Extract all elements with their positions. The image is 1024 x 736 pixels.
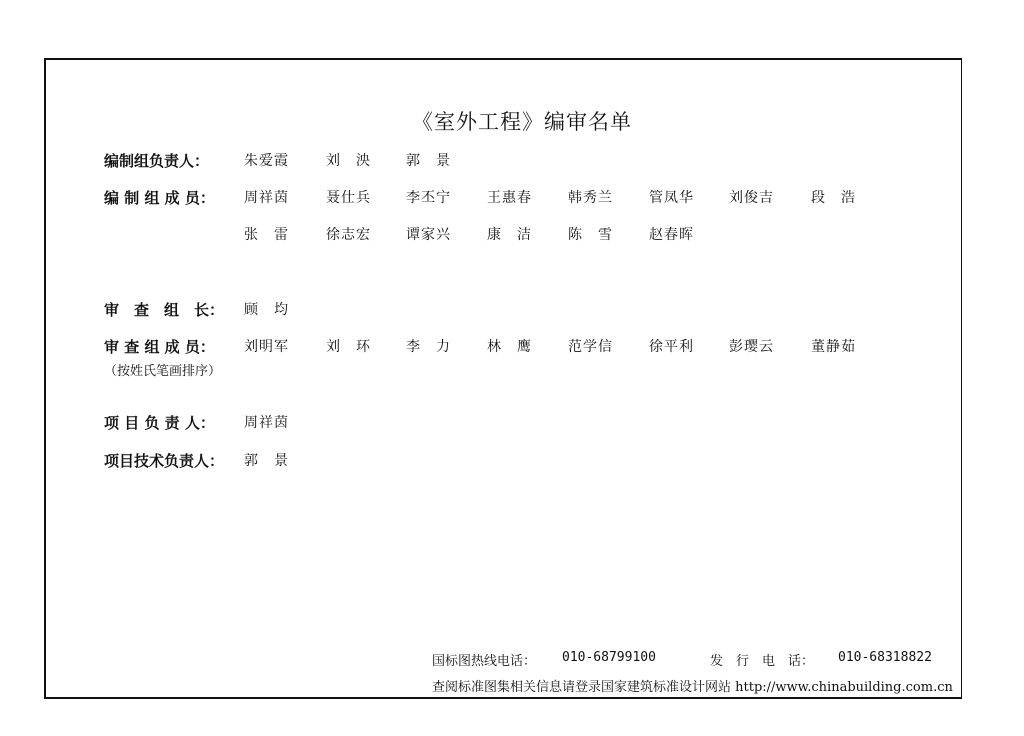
compile-member-name: 刘俊吉 — [729, 190, 774, 206]
compile-member-name: 陈 雪 — [568, 227, 613, 243]
compile-member-name: 徐志宏 — [326, 227, 371, 243]
review-head-label: 审 查 组 长： — [104, 301, 225, 319]
compile-member-name: 张 雷 — [244, 227, 289, 243]
compile-member-name: 赵春晖 — [649, 227, 694, 243]
tech-lead-label: 项目技术负责人： — [104, 452, 225, 470]
review-member-name: 刘 环 — [326, 339, 371, 355]
project-lead-name: 周祥茵 — [244, 415, 289, 431]
review-member-name: 彭璎云 — [729, 339, 774, 355]
tech-lead-name: 郭 景 — [244, 453, 289, 469]
review-member-name: 范学信 — [568, 339, 613, 355]
review-members-label: 审 查 组 成 员： — [104, 338, 215, 356]
review-member-name: 刘明军 — [244, 339, 289, 355]
review-member-name: 董静茹 — [811, 339, 856, 355]
review-member-name: 李 力 — [406, 339, 451, 355]
page-title: 《室外工程》编审名单 — [412, 110, 632, 134]
compile-member-name: 聂仕兵 — [326, 190, 371, 206]
review-head-name: 顾 均 — [244, 302, 289, 318]
compile-member-name: 康 洁 — [487, 227, 532, 243]
review-member-name: 徐平利 — [649, 339, 694, 355]
compile-members-label: 编 制 组 成 员： — [104, 189, 215, 207]
compile-member-name: 段 浩 — [811, 190, 856, 206]
compile-member-name: 李丕宁 — [406, 190, 451, 206]
review-member-name: 林 鹰 — [487, 339, 532, 355]
review-members-note: （按姓氏笔画排序） — [104, 364, 222, 379]
compile-lead-name: 刘 泱 — [326, 153, 371, 169]
compile-member-name: 周祥茵 — [244, 190, 289, 206]
compile-lead-name: 郭 景 — [406, 153, 451, 169]
issue-phone-number: 010-68318822 — [838, 650, 932, 665]
compile-member-name: 王惠春 — [487, 190, 532, 206]
issue-phone-label: 发 行 电 话： — [710, 654, 815, 669]
compile-member-name: 管凤华 — [649, 190, 694, 206]
compile-leads-label: 编制组负责人： — [104, 152, 210, 170]
compile-member-name: 谭家兴 — [406, 227, 451, 243]
hotline-number: 010-68799100 — [562, 650, 656, 665]
project-lead-label: 项 目 负 责 人： — [104, 414, 215, 432]
compile-member-name: 韩秀兰 — [568, 190, 613, 206]
compile-lead-name: 朱爱霞 — [244, 153, 289, 169]
website-note: 查阅标准图集相关信息请登录国家建筑标准设计网站 http://www.chinabuilding.com.cn — [432, 680, 953, 695]
hotline-label: 国标图热线电话： — [432, 654, 537, 669]
